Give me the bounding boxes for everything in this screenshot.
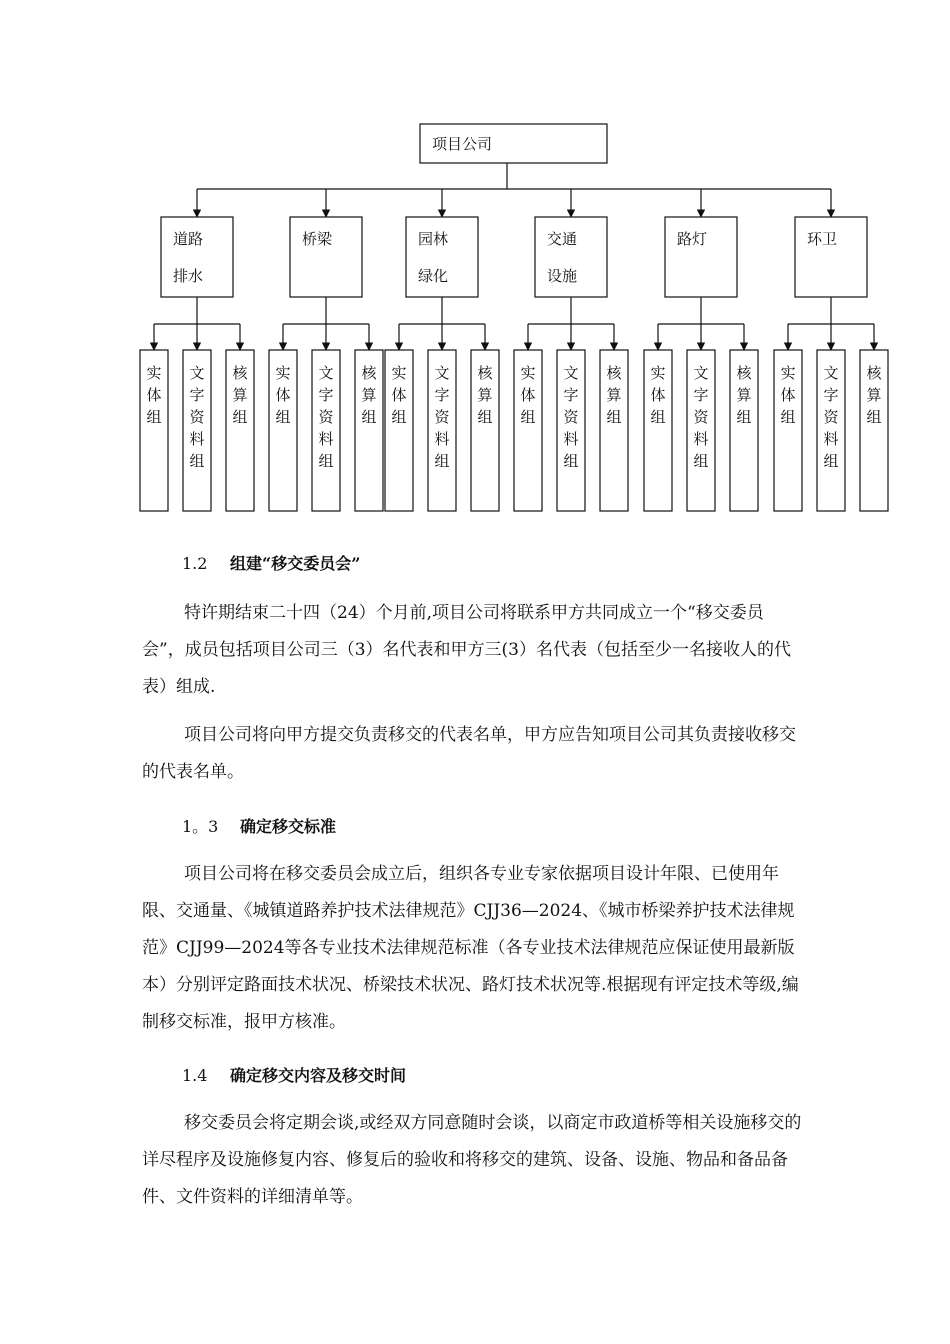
subgroup-label: 核算组 [866, 364, 882, 426]
department-label: 路灯 [677, 230, 708, 248]
department-label: 桥梁 [302, 230, 333, 248]
subgroup-label: 实体组 [520, 364, 536, 426]
subgroup-label: 核算组 [736, 364, 752, 426]
paragraph: 项目公司将向甲方提交负责移交的代表名单，甲方应告知项目公司其负责接收移交的代表名单。 [142, 725, 796, 782]
subgroup-label: 核算组 [477, 364, 493, 426]
org-chart-diagram [0, 0, 950, 530]
subgroup-label: 实体组 [391, 364, 407, 426]
section-1-2-heading [182, 551, 360, 574]
paragraph: 特许期结束二十四（24）个月前,项目公司将联系甲方共同成立一个“移交委员会”，成员包括项目公司三（3）名代表和甲方三(3）名代表（包括至少一名接收人的代表）组成. [142, 603, 791, 697]
section-1-4-heading [182, 1063, 406, 1086]
subgroup-label: 实体组 [650, 364, 666, 426]
subgroup-label: 文字资料组 [693, 364, 709, 470]
section-title: 确定移交内容及移交时间 [230, 1066, 407, 1085]
subgroup-label: 核算组 [232, 364, 248, 426]
subgroup-label: 核算组 [606, 364, 622, 426]
section-number: 1.4 [182, 1066, 208, 1085]
department-box [665, 217, 737, 297]
section-number: 1.2 [182, 554, 208, 573]
department-box [290, 217, 362, 297]
department-box [795, 217, 867, 297]
department-box [406, 217, 478, 297]
department-box [535, 217, 607, 297]
department-label: 环卫 [807, 230, 838, 248]
section-title: 确定移交标准 [240, 817, 337, 836]
department-label: 设施 [547, 267, 578, 285]
section-1-3-heading [182, 814, 336, 837]
paragraph: 项目公司将在移交委员会成立后，组织各专业专家依据项目设计年限、已使用年限、交通量、《城镇道路养护技术法律规范》CJJ36—2024、《城市桥梁养护技术法律规范》CJJ99—2024等各专业技术法律规范标准（各专业技术法律规范应保证使用最新版本）分别评定路面技术状况、桥梁技术状况、路灯技术状况等.根据现有评定技术等级,编制移交标准，报甲方核准。 [142, 864, 799, 1032]
subgroup-label: 文字资料组 [318, 364, 334, 470]
subgroup-label: 核算组 [361, 364, 377, 426]
subgroup-label: 实体组 [275, 364, 291, 426]
department-label: 绿化 [418, 267, 449, 285]
section-number: 1。3 [182, 817, 219, 836]
department-label: 交通 [547, 230, 578, 248]
department-label: 园林 [418, 230, 449, 248]
org-chart [0, 0, 950, 530]
subgroup-label: 实体组 [146, 364, 162, 426]
subgroup-label: 文字资料组 [563, 364, 579, 470]
department-label: 排水 [173, 267, 204, 285]
subgroup-label: 文字资料组 [434, 364, 450, 470]
department-box [161, 217, 233, 297]
root-label: 项目公司 [432, 135, 493, 153]
section-title: 组建“移交委员会” [230, 554, 361, 573]
subgroup-label: 文字资料组 [823, 364, 839, 470]
paragraph: 移交委员会将定期会谈,或经双方同意随时会谈，以商定市政道桥等相关设施移交的详尽程序及设施修复内容、修复后的验收和将移交的建筑、设备、设施、物品和备品备件、文件资料的详细清单等。 [142, 1113, 802, 1207]
subgroup-label: 实体组 [780, 364, 796, 426]
department-label: 道路 [173, 230, 204, 248]
subgroup-label: 文字资料组 [189, 364, 205, 470]
